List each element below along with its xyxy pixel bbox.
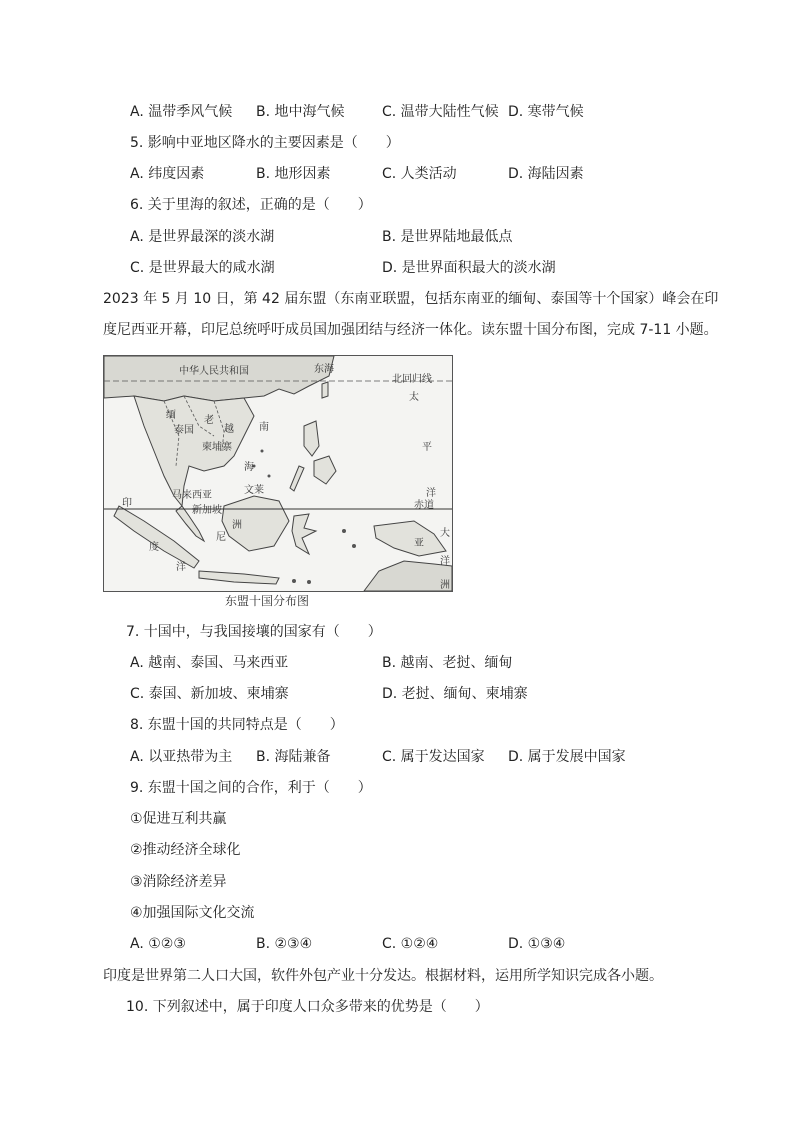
- asean-map: [103, 355, 453, 592]
- q5-option-d: D. 海陆因素: [508, 166, 584, 182]
- q8-stem: 8. 东盟十国的共同特点是（ ）: [130, 717, 344, 733]
- map-label-equator: 赤道: [414, 500, 434, 511]
- q9-option-d: D. ①③④: [508, 936, 566, 952]
- q9-option-a: A. ①②③: [130, 936, 186, 952]
- q4-option-d: D. 寒带气候: [508, 104, 584, 120]
- q9-option-c: C. ①②④: [382, 936, 439, 952]
- q5-option-a: A. 纬度因素: [130, 166, 205, 182]
- q9-option-b: B. ②③④: [256, 936, 313, 952]
- q4-option-b: B. 地中海气候: [256, 104, 345, 120]
- map-label-laos: 老: [204, 415, 214, 426]
- q8-option-d: D. 属于发展中国家: [508, 749, 626, 765]
- q6-option-b: B. 是世界陆地最低点: [382, 229, 513, 245]
- q5-option-b: B. 地形因素: [256, 166, 331, 182]
- q9-item-1: ①促进互利共赢: [130, 811, 227, 827]
- map-label-burma: 缅: [166, 410, 176, 421]
- map-label-ya: 亚: [414, 538, 424, 549]
- map-label-cambodia: 柬埔寨: [202, 442, 232, 453]
- map-label-tai: 太: [409, 392, 419, 403]
- map-label-tropic: 北回归线: [392, 374, 432, 385]
- q9-item-3: ③消除经济差异: [130, 874, 227, 890]
- map-caption: 东盟十国分布图: [225, 594, 310, 608]
- q6-option-c: C. 是世界最大的咸水湖: [130, 260, 275, 276]
- q7-stem: 7. 十国中，与我国接壤的国家有（ ）: [126, 624, 382, 640]
- map-label-east-sea: 东海: [314, 364, 334, 375]
- map-label-yin: 印: [122, 498, 132, 509]
- map-label-zhou: 洲: [232, 520, 242, 531]
- map-label-malaysia: 马来西亚: [172, 490, 212, 501]
- q4-option-a: A. 温带季风气候: [130, 104, 233, 120]
- map-label-zhou2: 洲: [440, 580, 450, 591]
- q8-option-c: C. 属于发达国家: [382, 749, 485, 765]
- map-label-thailand: 泰国: [174, 425, 194, 436]
- q7-option-a: A. 越南、泰国、马来西亚: [130, 655, 289, 671]
- map-label-ni: 尼: [216, 532, 226, 543]
- q7-option-c: C. 泰国、新加坡、柬埔寨: [130, 686, 289, 702]
- q7-option-d: D. 老挝、缅甸、柬埔寨: [382, 686, 528, 702]
- q6-option-a: A. 是世界最深的淡水湖: [130, 229, 275, 245]
- intro2-paragraph: 印度是世界第二人口大国，软件外包产业十分发达。根据材料，运用所学知识完成各小题。: [103, 968, 663, 984]
- map-label-yang2: 洋: [176, 562, 186, 573]
- map-label-yang3: 洋: [440, 556, 450, 567]
- q6-stem: 6. 关于里海的叙述，正确的是（ ）: [130, 197, 372, 213]
- q4-option-c: C. 温带大陆性气候: [382, 104, 499, 120]
- q8-option-b: B. 海陆兼备: [256, 749, 331, 765]
- map-label-vietnam: 越: [224, 424, 234, 435]
- q7-option-b: B. 越南、老挝、缅甸: [382, 655, 513, 671]
- map-label-du: 度: [149, 542, 159, 553]
- map-label-nan: 南: [259, 422, 269, 433]
- q10-stem: 10. 下列叙述中，属于印度人口众多带来的优势是（ ）: [126, 999, 489, 1015]
- map-label-ping: 平: [422, 442, 432, 453]
- map-label-singapore: 新加坡: [192, 505, 222, 516]
- q5-option-c: C. 人类活动: [382, 166, 457, 182]
- map-graphic: [104, 356, 452, 591]
- q9-item-4: ④加强国际文化交流: [130, 905, 255, 921]
- map-label-da: 大: [440, 528, 450, 539]
- q9-item-2: ②推动经济全球化: [130, 842, 241, 858]
- map-label-hai: 海: [244, 462, 254, 473]
- q6-option-d: D. 是世界面积最大的淡水湖: [382, 260, 556, 276]
- map-label-brunei: 文莱: [244, 485, 264, 496]
- intro-paragraph-line-1: 2023 年 5 月 10 日，第 42 届东盟（东南亚联盟，包括东南亚的缅甸、泰国等十个国家）峰会在印: [103, 291, 719, 307]
- map-label-china: 中华人民共和国: [179, 366, 249, 377]
- map-label-yang: 洋: [426, 488, 436, 499]
- q8-option-a: A. 以亚热带为主: [130, 749, 233, 765]
- q5-stem: 5. 影响中亚地区降水的主要因素是（ ）: [130, 135, 400, 151]
- q9-stem: 9. 东盟十国之间的合作，利于（ ）: [130, 780, 372, 796]
- intro-paragraph-line-2: 度尼西亚开幕，印尼总统呼吁成员国加强团结与经济一体化。读东盟十国分布图，完成 7-11 小题。: [103, 322, 718, 338]
